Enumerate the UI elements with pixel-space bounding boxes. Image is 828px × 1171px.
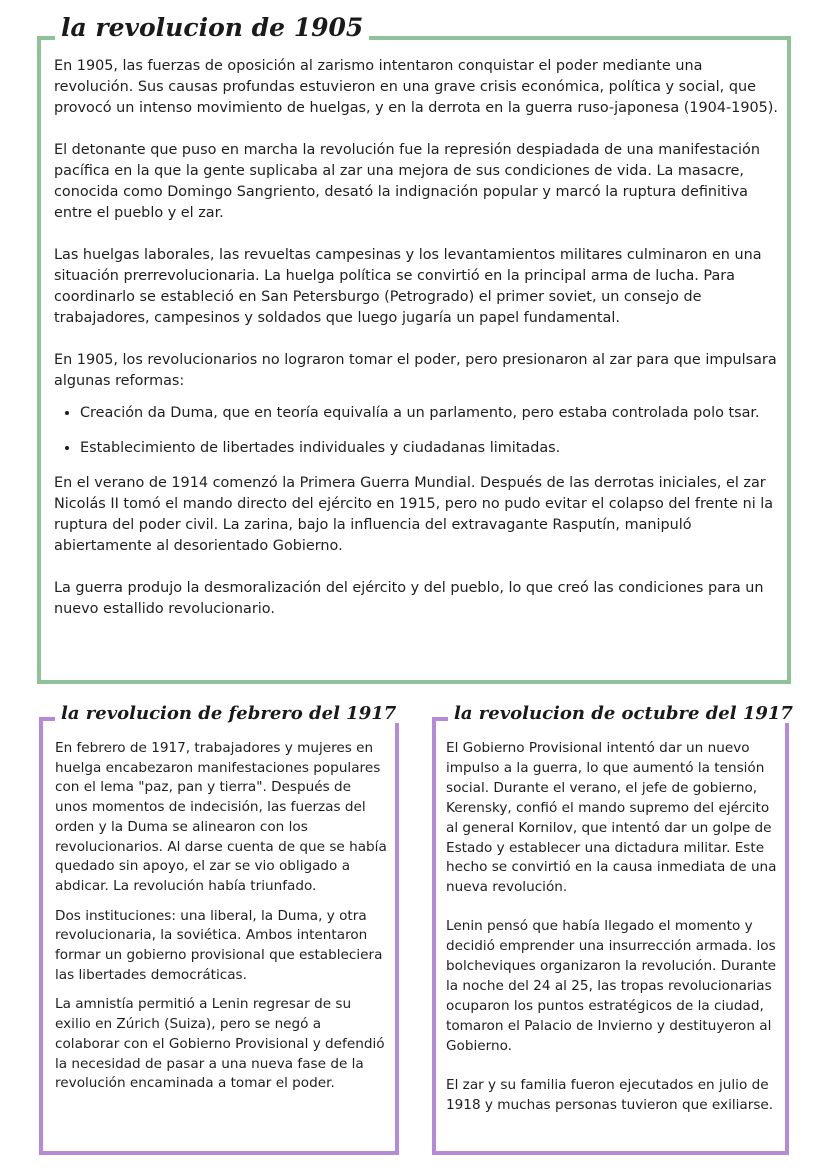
- section-febrero-body: [55, 739, 387, 1104]
- paragraph: En 1905, las fuerzas de oposición al zarismo intentaron conquistar el poder mediante una revolución. Sus causas profundas estuvieron en una grave crisis económica, política y social, que provocó un intenso movimiento de huelgas, y en la derrota en la guerra ruso-japonesa (1904-1905).: [54, 58, 778, 116]
- paragraph: Lenin pensó que había llegado el momento y decidió emprender una insurrección armada. los bolcheviques organizaron la revolución. Durante la noche del 24 al 25, las tropas revolucionarias ocuparon los puntos estratégicos de la ciudad, tomaron el Palacio de Invierno y destituyeron al Gobierno.: [446, 918, 777, 1054]
- paragraph: En el verano de 1914 comenzó la Primera Guerra Mundial. Después de las derrotas iniciales, el zar Nicolás II tomó el mando directo del ejército en 1915, pero no pudo evitar el colapso del frente ni la ruptura del poder civil. La zarina, bajo la influencia del extravagante Rasputín, manipuló abiertamente al desorientado Gobierno.: [54, 475, 774, 554]
- paragraph: Dos instituciones: una liberal, la Duma, y otra revolucionaria, la soviética. Ambos intentaron formar un gobierno provisional que estableciera las libertades democráticas.: [55, 907, 383, 983]
- paragraph: La guerra produjo la desmoralización del ejército y del pueblo, lo que creó las condiciones para un nuevo estallido revolucionario.: [54, 580, 764, 617]
- list-item: • Establecimiento de libertades individuales y ciudadanas limitadas.: [80, 438, 782, 459]
- paragraph: En 1905, los revolucionarios no lograron tomar el poder, pero presionaron al zar para que impulsara algunas reformas:: [54, 352, 777, 389]
- paragraph: El zar y su familia fueron ejecutados en julio de 1918 y muchas personas tuvieron que exiliarse.: [446, 1076, 774, 1113]
- paragraph: En febrero de 1917, trabajadores y mujeres en huelga encabezaron manifestaciones populares con el lema "paz, pan y tierra". Después de unos momentos de indecisión, las fuerzas del orden y la Duma se alinearon con los revolucionarios. Al darse cuenta de que se había quedado sin apoyo, el zar se vio obligado a abdicar. La revolución había triunfado.: [55, 740, 387, 894]
- section-1905-body: [54, 56, 782, 641]
- paragraph: La amnistía permitió a Lenin regresar de su exilio en Zúrich (Suiza), pero se negó a colaborar con el Gobierno Provisional y defendió la necesidad de pasar a una nueva fase de la revolución encaminada a tomar el poder.: [55, 996, 385, 1092]
- reforms-list: [54, 403, 782, 459]
- section-octubre-title: la revolucion de octubre del 1917: [448, 705, 799, 723]
- section-febrero-title: la revolucion de febrero del 1917: [55, 705, 402, 723]
- section-1905-title: la revolucion de 1905: [55, 15, 369, 40]
- section-octubre-body: [446, 739, 780, 1134]
- paragraph: El detonante que puso en marcha la revolución fue la represión despiadada de una manifestación pacífica en la que la gente suplicaba al zar una mejora de sus condiciones de vida. La masacre, conocida como Domingo Sangriento, desató la indignación popular y marcó la ruptura definitiva entre el pueblo y el zar.: [54, 142, 760, 221]
- paragraph: El Gobierno Provisional intentó dar un nuevo impulso a la guerra, lo que aumentó la tensión social. Durante el verano, el jefe de gobierno, Kerensky, confió el mando supremo del ejército al general Kornilov, que intentó dar un golpe de Estado y establecer una dictadura militar. Este hecho se convirtió en la causa inmediata de una nueva revolución.: [446, 740, 777, 896]
- paragraph: Las huelgas laborales, las revueltas campesinas y los levantamientos militares culminaron en una situación prerrevolucionaria. La huelga política se convirtió en la principal arma de lucha. Para coordinarlo se estableció en San Petersburgo (Petrogrado) el primer soviet, un consejo de trabajadores, campesinos y soldados que luego jugaría un papel fundamental.: [54, 247, 762, 326]
- list-item: • Creación da Duma, que en teoría equivalía a un parlamento, pero estaba controlada polo tsar.: [80, 403, 782, 424]
